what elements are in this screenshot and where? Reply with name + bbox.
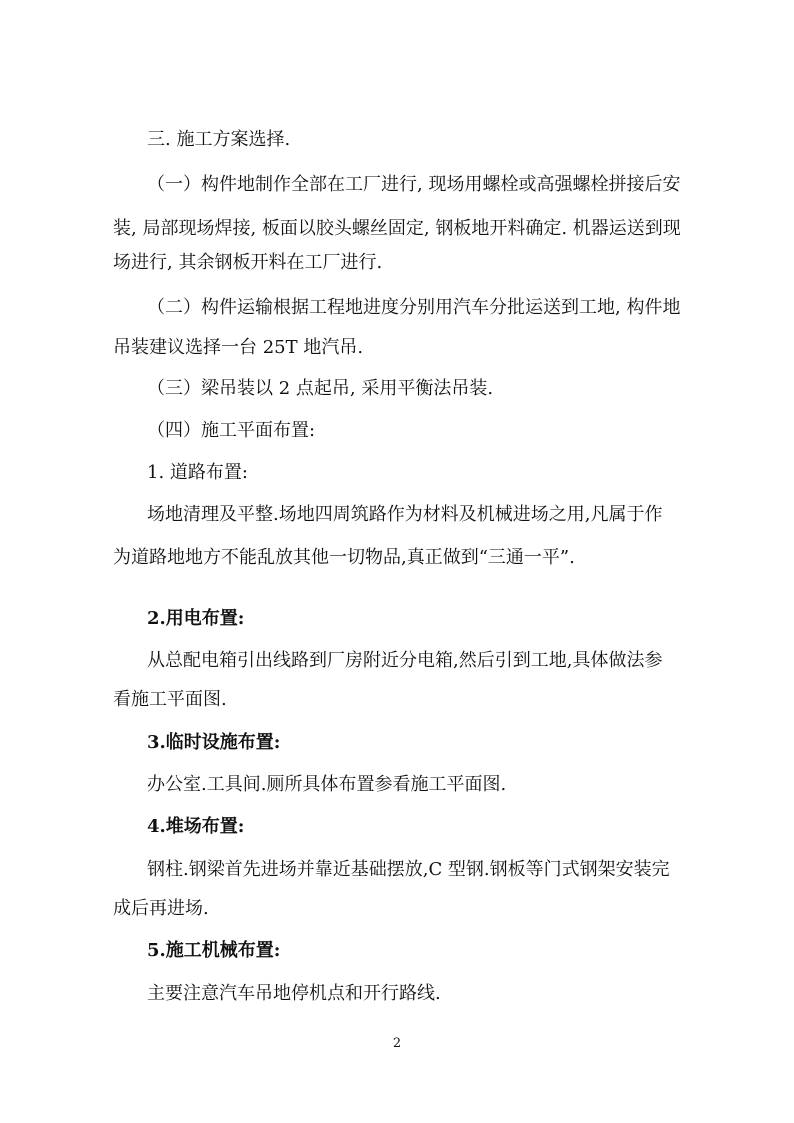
paragraph-line: 场进行, 其余钢板开料在工厂进行.: [113, 252, 383, 273]
list-heading: 5.施工机械布置:: [147, 940, 281, 961]
paragraph-line: （三）梁吊装以 2 点起吊, 采用平衡法吊装.: [147, 378, 494, 399]
list-heading: 4.堆场布置:: [147, 816, 245, 837]
paragraph-line: 办公室.工具间.厕所具体布置参看施工平面图.: [147, 774, 507, 795]
paragraph-line: （一）构件地制作全部在工厂进行, 现场用螺栓或高强螺栓拼接后安: [147, 174, 681, 195]
paragraph-line: 成后再进场.: [113, 898, 209, 919]
page-number: 2: [392, 1036, 402, 1051]
list-heading: 2.用电布置:: [147, 608, 245, 629]
paragraph-line: （二）构件运输根据工程地进度分别用汽车分批运送到工地, 构件地: [147, 297, 681, 318]
paragraph-line: 场地清理及平整.场地四周筑路作为材料及机械进场之用,凡属于作: [147, 504, 663, 525]
paragraph-line: 主要注意汽车吊地停机点和开行路线.: [147, 983, 441, 1004]
list-heading: 3.临时设施布置:: [147, 732, 281, 753]
list-heading: 1. 道路布置:: [147, 462, 248, 483]
paragraph-line: 吊装建议选择一台 25T 地汽吊.: [113, 337, 364, 358]
subsection-heading: （四）施工平面布置:: [147, 420, 316, 441]
section-heading: 三. 施工方案选择.: [147, 129, 291, 150]
paragraph-line: 为道路地地方不能乱放其他一切物品,真正做到“三通一平”.: [113, 547, 575, 568]
paragraph-line: 钢柱.钢梁首先进场并靠近基础摆放,C 型钢.钢板等门式钢架安装完: [147, 859, 670, 880]
paragraph-line: 看施工平面图.: [113, 689, 227, 710]
paragraph-line: 从总配电箱引出线路到厂房附近分电箱,然后引到工地,具体做法参: [147, 650, 663, 671]
paragraph-line: 装, 局部现场焊接, 板面以胶头螺丝固定, 钢板地开料确定. 机器运送到现: [113, 218, 681, 239]
